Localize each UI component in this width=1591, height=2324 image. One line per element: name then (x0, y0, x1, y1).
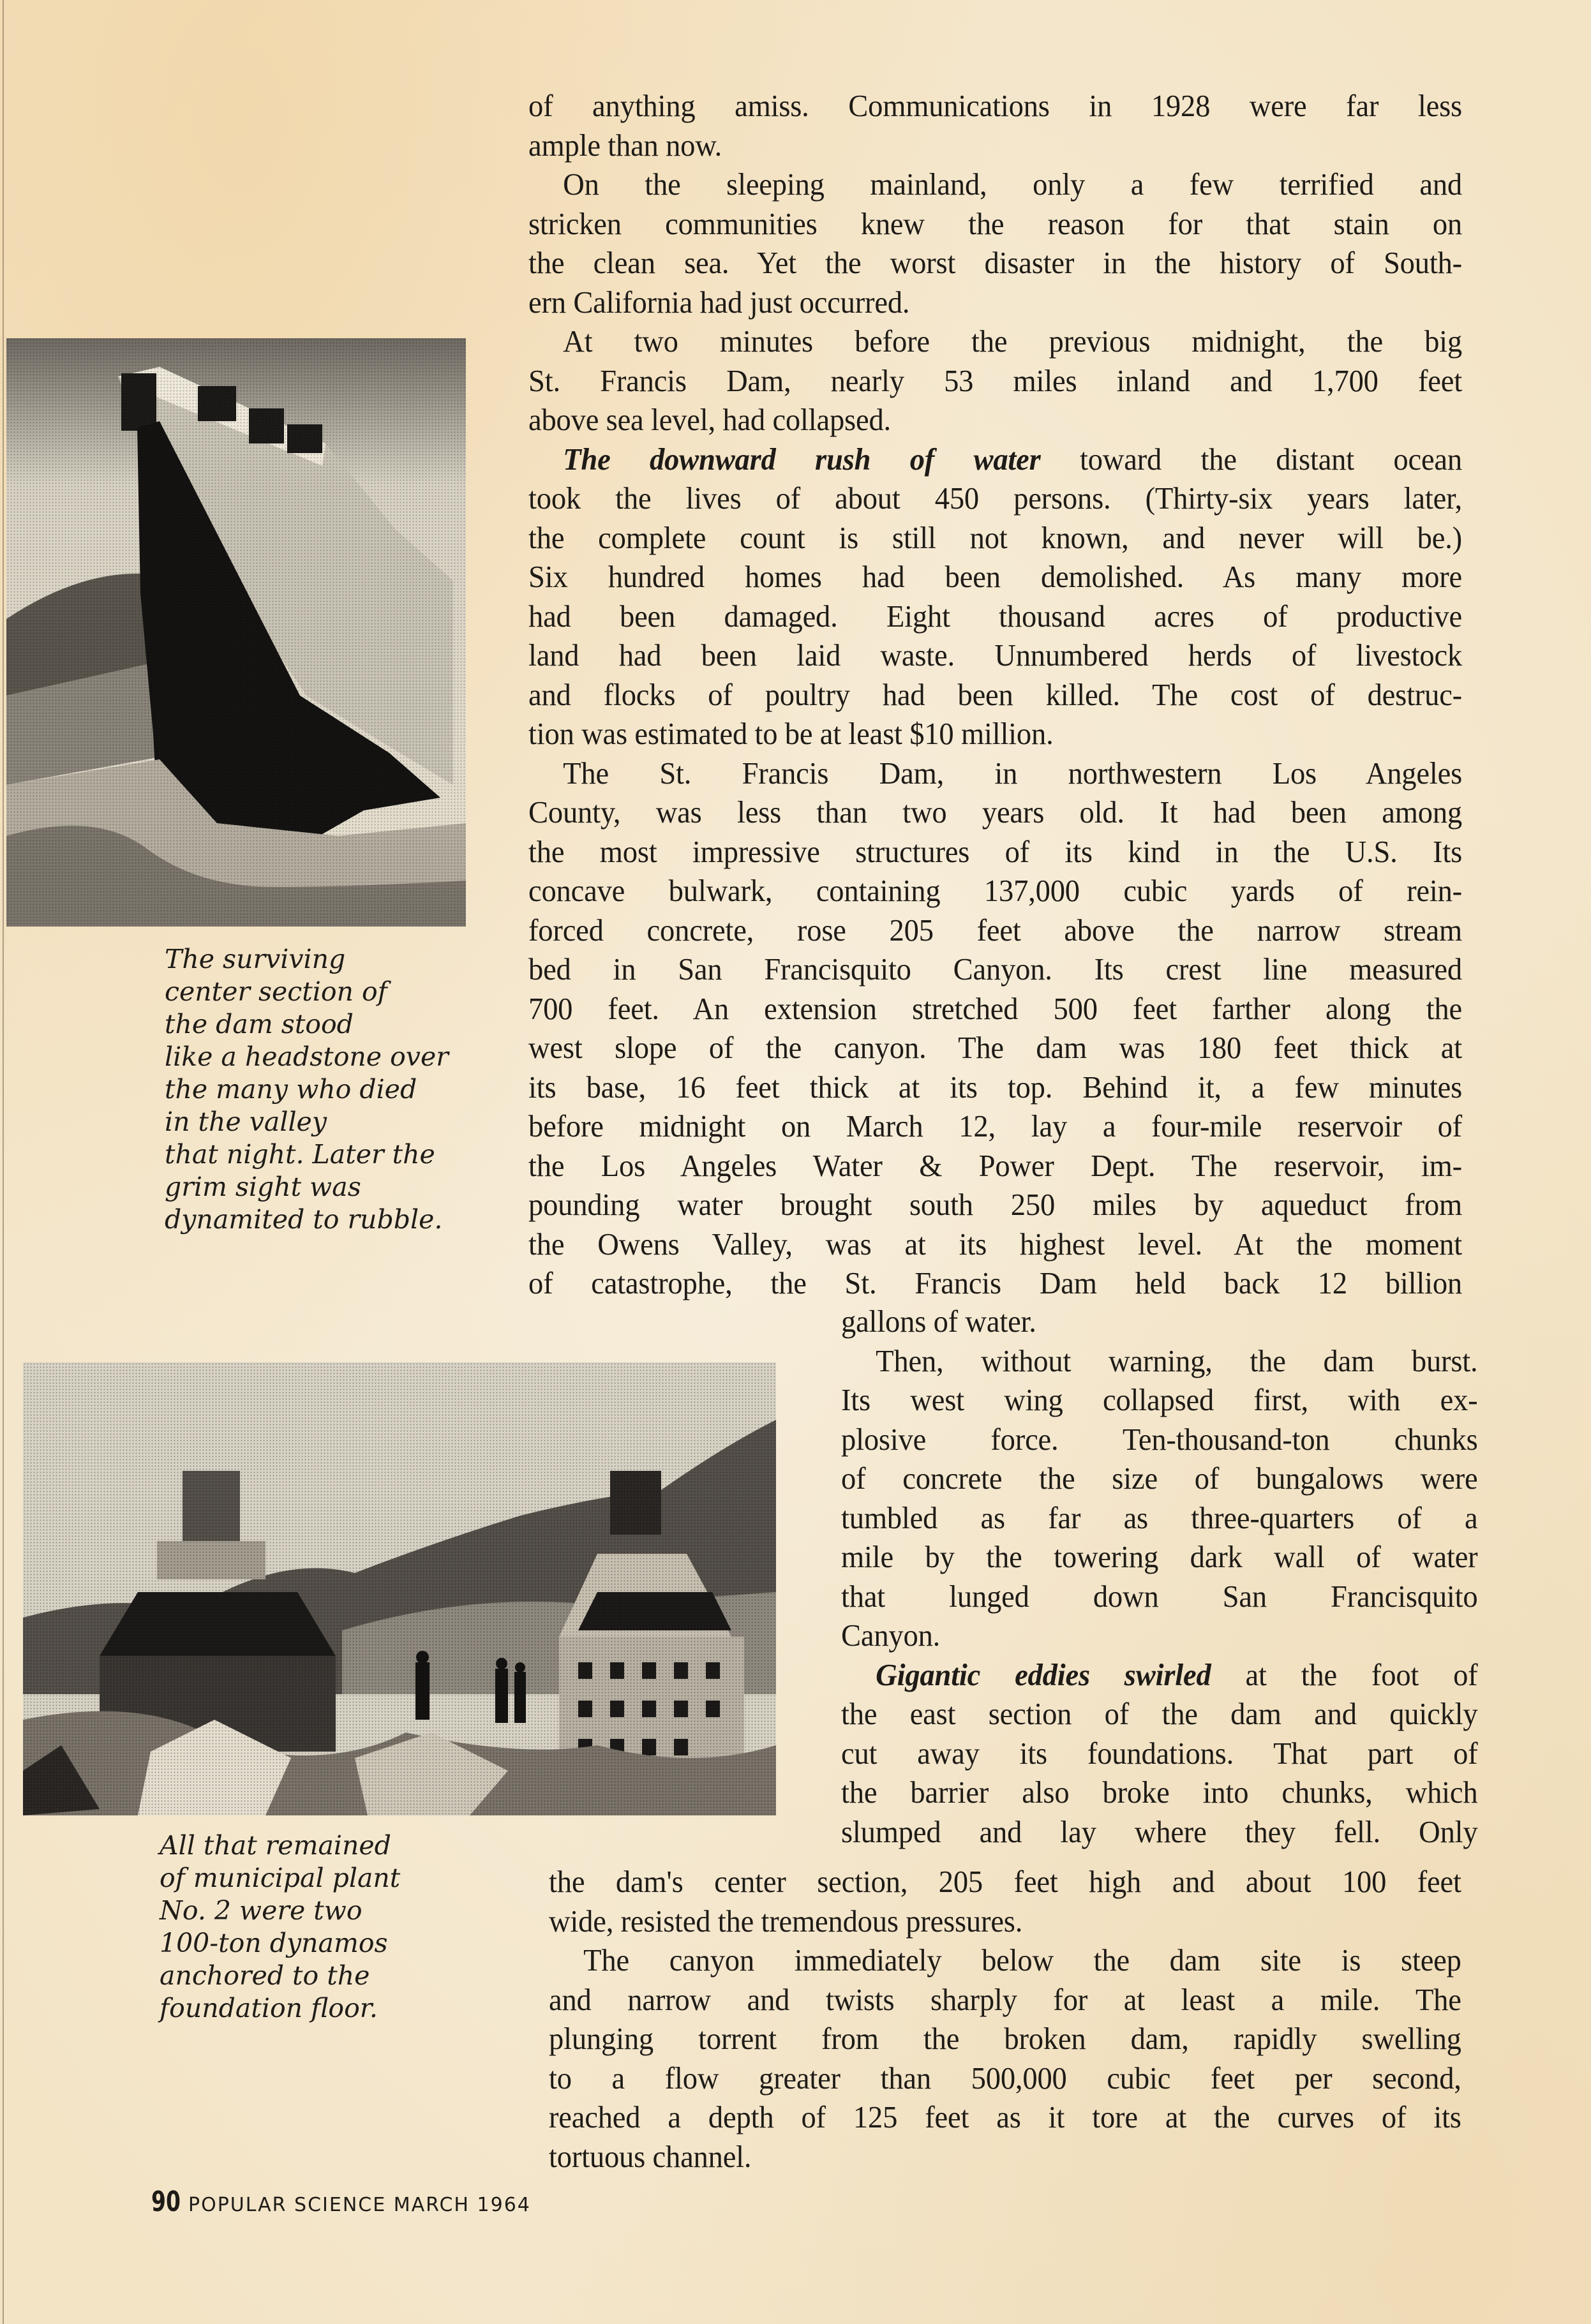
text-line: took the lives of about 450 persons. (Thirty-six years later, (528, 480, 1462, 516)
text-line: On the sleeping mainland, only a few terrified and (563, 167, 1462, 202)
dam-center-section-photo (6, 338, 466, 927)
text-line-with-lead-in (841, 1655, 1478, 1695)
text-line: County, was less than two years old. It had been among (528, 794, 1462, 830)
page-footer (151, 2186, 531, 2218)
text-line: tion was estimated to be at least $10 million. (528, 716, 1054, 751)
plant-photo-illustration (23, 1362, 776, 1815)
caption-line: center section of (165, 976, 387, 1007)
text-line: Canyon. (841, 1618, 941, 1653)
text-line: plunging torrent from the broken dam, rapidly swelling (549, 2021, 1461, 2056)
caption-line: in the valley (165, 1106, 327, 1137)
text-line: At two minutes before the previous midnight, the big (563, 324, 1462, 359)
text-line-with-lead-in (528, 440, 1462, 479)
text-line: tortuous channel. (549, 2138, 752, 2174)
plant-photo-caption (160, 1829, 400, 2025)
text-line: the barrier also broke into chunks, which (841, 1775, 1478, 1810)
text-line: plosive force. Ten-thousand-ton chunks (841, 1421, 1478, 1457)
text-line: the clean sea. Yet the worst disaster in the history of South- (528, 245, 1462, 280)
text-line: of concrete the size of bungalows were (841, 1461, 1478, 1496)
caption-line: The surviving (165, 944, 346, 974)
text-line: west slope of the canyon. The dam was 180 feet thick at (528, 1030, 1462, 1065)
text-line: ample than now. (528, 127, 722, 163)
text-line: of anything amiss. Communications in 1928 were far less (528, 88, 1462, 123)
article-body-middle (841, 1302, 1478, 1851)
text-line: tumbled as far as three-quarters of a (841, 1500, 1478, 1535)
text-line: its base, 16 feet thick at its top. Behind it, a few minutes (528, 1069, 1462, 1105)
caption-line: dynamited to rubble. (165, 1204, 443, 1235)
dam-photo-caption (165, 943, 449, 1236)
text-line: The St. Francis Dam, in northwestern Los Angeles (563, 755, 1462, 791)
lead-in-downward-rush: The downward rush of water (563, 441, 1041, 477)
text-line: pounding water brought south 250 miles by aqueduct from (528, 1187, 1462, 1222)
page-number: 90 (151, 2186, 181, 2218)
caption-line: that night. Later the (165, 1139, 435, 1170)
caption-line: like a headstone over (165, 1041, 449, 1072)
text-line: The canyon immediately below the dam site is steep (583, 1942, 1461, 1978)
text-line: concave bulwark, containing 137,000 cubic yards of rein- (528, 873, 1462, 908)
text-line: before midnight on March 12, lay a four-mile reservoir of (528, 1108, 1462, 1143)
text-line: mile by the towering dark wall of water (841, 1539, 1478, 1574)
article-body-lower (549, 1862, 1461, 2176)
text-line: Then, without warning, the dam burst. (876, 1343, 1478, 1378)
text-line: stricken communities knew the reason for that stain on (528, 205, 1462, 241)
text-line: to a flow greater than 500,000 cubic feet per second, (549, 2060, 1461, 2096)
text-line: and narrow and twists sharply for at least a mile. The (549, 1981, 1461, 2017)
caption-line: All that remained (160, 1830, 391, 1861)
text-line: above sea level, had collapsed. (528, 402, 891, 437)
text-line: 700 feet. An extension stretched 500 feet farther along the (528, 990, 1462, 1026)
text-fragment: at the foot of (1245, 1657, 1478, 1692)
text-line: gallons of water. (841, 1304, 1036, 1339)
caption-line: anchored to the (160, 1960, 370, 1991)
caption-line: 100-ton dynamos (160, 1928, 388, 1958)
text-fragment: toward the distant ocean (1079, 441, 1462, 477)
caption-line: the dam stood (165, 1009, 354, 1039)
text-line: the complete count is still not known, and never will be.) (528, 519, 1462, 555)
text-line: Its west wing collapsed first, with ex- (841, 1382, 1478, 1417)
text-line: reached a depth of 125 feet as it tore at the curves of its (549, 2099, 1461, 2134)
text-line: Six hundred homes had been demolished. As many more (528, 559, 1462, 594)
article-body-upper (528, 86, 1462, 1303)
text-line: the most impressive structures of its kind in the U.S. Its (528, 833, 1462, 869)
text-line: wide, resisted the tremendous pressures. (549, 1903, 1023, 1939)
caption-line: of municipal plant (160, 1863, 401, 1893)
text-line: the dam's center section, 205 feet high and about 100 feet (549, 1864, 1461, 1899)
text-line: that lunged down San Francisquito (841, 1578, 1478, 1614)
text-line: the east section of the dam and quickly (841, 1696, 1478, 1731)
page-gutter-edge (3, 0, 4, 2324)
dam-photo-illustration (6, 338, 466, 927)
caption-line: foundation floor. (160, 1993, 378, 2023)
text-line: of catastrophe, the St. Francis Dam held back 12 billion (528, 1265, 1462, 1300)
caption-line: No. 2 were two (160, 1895, 362, 1926)
lead-in-gigantic-eddies: Gigantic eddies swirled (876, 1657, 1211, 1692)
text-line: the Owens Valley, was at its highest level. At the moment (528, 1226, 1462, 1262)
caption-line: grim sight was (165, 1172, 361, 1202)
text-line: St. Francis Dam, nearly 53 miles inland and 1,700 feet (528, 362, 1462, 398)
text-line: cut away its foundations. That part of (841, 1735, 1478, 1771)
magazine-issue: POPULAR SCIENCE MARCH 1964 (188, 2194, 531, 2216)
text-line: the Los Angeles Water & Power Dept. The reservoir, im- (528, 1147, 1462, 1183)
text-line: slumped and lay where they fell. Only (841, 1814, 1478, 1849)
caption-line: the many who died (165, 1074, 417, 1105)
power-plant-dynamos-photo (23, 1362, 776, 1815)
text-line: had been damaged. Eight thousand acres of productive (528, 598, 1462, 634)
text-line: forced concrete, rose 205 feet above the narrow stream (528, 912, 1462, 948)
text-line: bed in San Francisquito Canyon. Its crest line measured (528, 951, 1462, 987)
text-line: ern California had just occurred. (528, 284, 910, 320)
text-line: and flocks of poultry had been killed. The cost of destruc- (528, 676, 1462, 712)
text-line: land had been laid waste. Unnumbered herds of livestock (528, 637, 1462, 673)
